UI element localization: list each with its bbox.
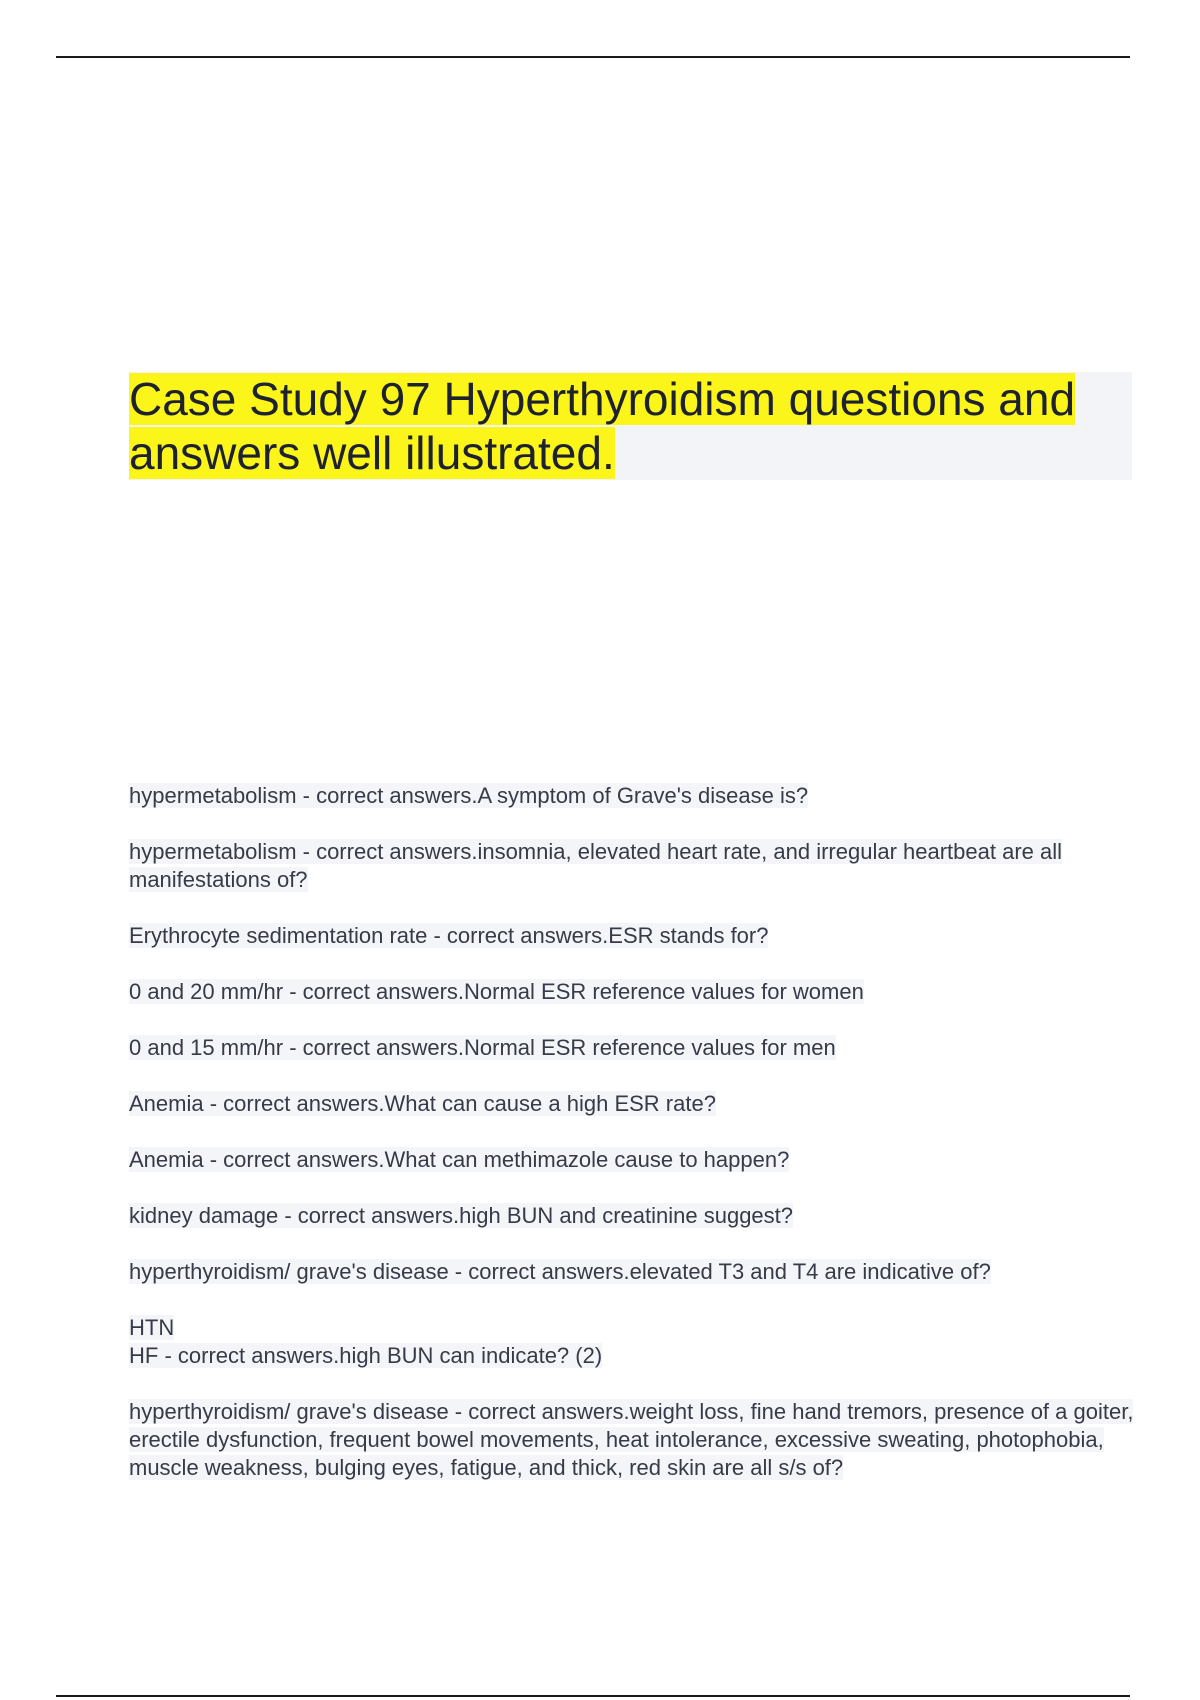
qa-item [129,978,1139,1006]
qa-item [129,1034,1139,1062]
qa-item-text: HTN HF - correct answers.high BUN can indicate? (2) [129,1315,603,1368]
qa-item-text: 0 and 20 mm/hr - correct answers.Normal ESR reference values for women [129,979,864,1004]
qa-item-text: hypermetabolism - correct answers.A symptom of Grave's disease is? [129,783,809,808]
qa-item [129,922,1139,950]
qa-item [129,782,1139,810]
qa-item-text: hypermetabolism - correct answers.insomnia, elevated heart rate, and irregular heartbeat are all manifestations of? [129,839,1063,892]
qa-item-text: Erythrocyte sedimentation rate - correct answers.ESR stands for? [129,923,769,948]
qa-item-text: hyperthyroidism/ grave's disease - correct answers.elevated T3 and T4 are indicative of? [129,1259,991,1284]
qa-item [129,1146,1139,1174]
qa-item-text: 0 and 15 mm/hr - correct answers.Normal ESR reference values for men [129,1035,836,1060]
qa-item-text: Anemia - correct answers.What can methimazole cause to happen? [129,1147,790,1172]
qa-item [129,1090,1139,1118]
document-title-text: Case Study 97 Hyperthyroidism questions and answers well illustrated. [129,373,1076,479]
qa-item-text: Anemia - correct answers.What can cause a high ESR rate? [129,1091,716,1116]
top-rule [56,56,1130,58]
qa-item-text: hyperthyroidism/ grave's disease - correct answers.weight loss, fine hand tremors, presence of a goiter, erectile dysfunction, frequent bowel movements, heat intolerance, excessive sweating, photophobia, muscle weakness, bulging eyes, fatigue, and thick, red skin are all s/s of? [129,1399,1134,1480]
qa-item [129,1258,1139,1286]
qa-item [129,838,1139,894]
qa-item [129,1398,1139,1482]
qa-item-text: kidney damage - correct answers.high BUN and creatinine suggest? [129,1203,794,1228]
bottom-rule [56,1695,1130,1697]
document-title-block [129,372,1132,480]
qa-item [129,1314,1139,1370]
qa-item [129,1202,1139,1230]
qa-list [129,782,1139,1510]
document-title [129,372,1132,480]
